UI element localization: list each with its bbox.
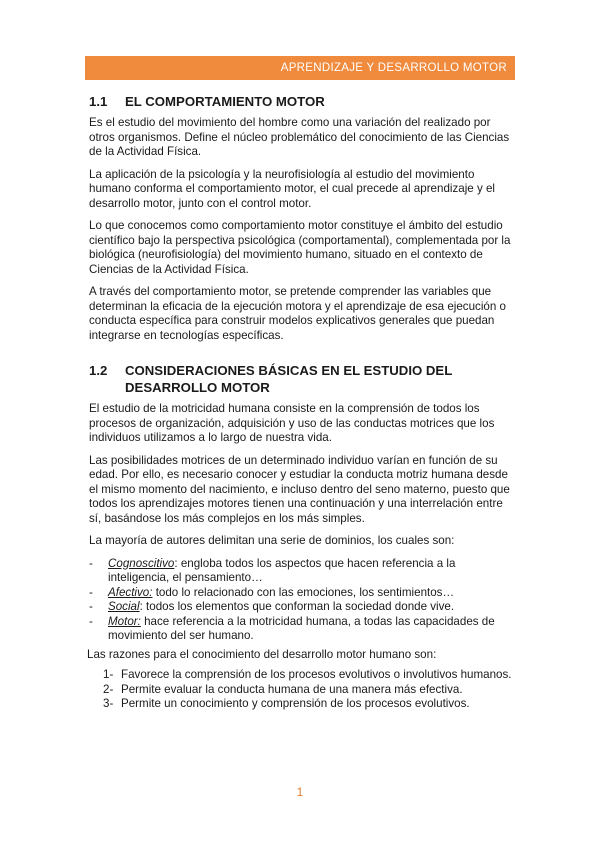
running-header: [85, 56, 515, 80]
section-1-paragraph: Lo que conocemos como comportamiento motor constituye el ámbito del estudio científico bajo la perspectiva psicológica (comportamental), complementada por la biológica (neurofisiología) del movimiento humano, situado en el contexto de Ciencias de la Actividad Física.: [89, 219, 511, 276]
section-2-paragraph: El estudio de la motricidad humana consiste en la comprensión de todos los procesos de organización, adquisición y uso de las conductas motrices que los individuos utilizamos a lo largo de nuestra vida.: [89, 402, 495, 444]
page-number: 1: [296, 787, 304, 799]
list-bullet: -: [89, 556, 93, 570]
section-2-heading: [89, 362, 513, 396]
list-bullet: -: [89, 585, 93, 599]
section-1-paragraph: A través del comportamiento motor, se pretende comprender las variables que determinan la eficacia de la ejecución motora y el aprendizaje de esa ejecución o conducta específica para construir modelos explicativos generales que puedan integrarse en tecnologías específicas.: [89, 285, 506, 342]
section-1-heading: [89, 93, 513, 110]
section-2-title: CONSIDERACIONES BÁSICAS EN EL ESTUDIO DEL DESARROLLO MOTOR: [125, 363, 453, 395]
domains-list: [89, 557, 513, 644]
section-1-paragraph: Es el estudio del movimiento del hombre como una variación del realizado por otros organismos. Define el núcleo problemático del conocimiento de las Ciencias de la Actividad Física.: [89, 116, 510, 158]
list-item: [89, 615, 513, 644]
domain-description: : engloba todos los aspectos que hacen referencia a la inteligencia, el pensamiento…: [108, 556, 456, 584]
section-1-number: 1.1: [89, 94, 108, 109]
list-bullet: -: [89, 600, 93, 613]
section-1-title: EL COMPORTAMIENTO MOTOR: [125, 94, 325, 109]
list-item: [89, 586, 513, 601]
list-number: 3-: [103, 697, 114, 710]
document-body: [89, 93, 513, 712]
reasons-list: [89, 668, 513, 712]
domain-description: hace referencia a la motricidad humana, a todas las capacidades de movimiento del ser humano.: [108, 614, 495, 642]
section-2-paragraph: La mayoría de autores delimitan una serie de dominios, los cuales son:: [89, 534, 455, 547]
reason-text: Permite evaluar la conducta humana de una manera más efectiva.: [121, 682, 463, 696]
list-item: [89, 697, 513, 712]
domain-term: Motor:: [108, 614, 141, 628]
list-bullet: -: [89, 614, 93, 628]
list-number: 1-: [103, 668, 114, 681]
list-item: [89, 668, 513, 683]
list-item: [89, 683, 513, 698]
section-2-paragraph: Las posibilidades motrices de un determinado individuo varían en función de su edad. Por ello, es necesario conocer y estudiar la conducta motriz humana desde el mismo momento del nacimiento, e incluso dentro del seno materno, puesto que todos los aprendizajes motores tienen una continuación y una interrelación entre sí, basándose los más complejos en los más simples.: [89, 453, 510, 525]
domain-term: Cognoscitivo: [108, 556, 175, 570]
domain-term: Social: [108, 600, 140, 613]
running-header-title: APRENDIZAJE Y DESARROLLO MOTOR: [280, 62, 507, 74]
section-2-number: 1.2: [89, 363, 108, 378]
list-item: [89, 600, 513, 615]
domain-description: todo lo relacionado con las emociones, los sentimientos…: [152, 585, 455, 599]
domain-term: Afectivo:: [108, 585, 153, 599]
domain-description: : todos los elementos que conforman la sociedad donde vive.: [139, 600, 455, 613]
list-item: [89, 557, 513, 586]
list-number: 2-: [103, 682, 114, 696]
reasons-intro: Las razones para el conocimiento del desarrollo motor humano son:: [87, 647, 437, 661]
section-1-paragraph: La aplicación de la psicología y la neurofisiología al estudio del movimiento humano conforma el comportamiento motor, el cual precede al aprendizaje y el desarrollo motor, junto con el control motor.: [89, 167, 496, 210]
reason-text: Permite un conocimiento y comprensión de los procesos evolutivos.: [121, 697, 470, 710]
reason-text: Favorece la comprensión de los procesos evolutivos o involutivos humanos.: [121, 668, 512, 681]
